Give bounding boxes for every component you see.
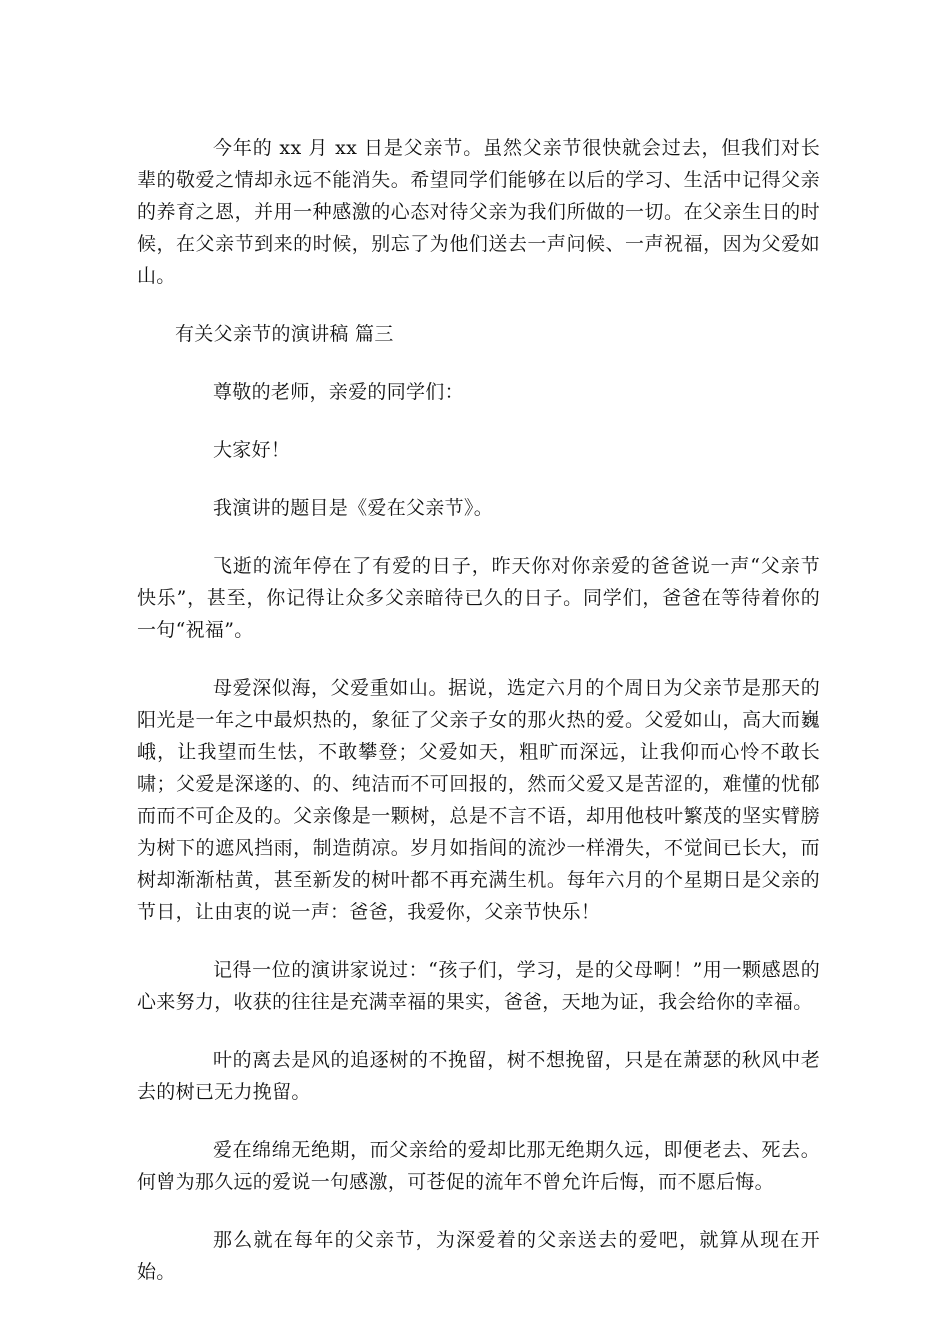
paragraph-body: 爱在绵绵无绝期，而父亲给的爱却比那无绝期久远，即便老去、死去。何曾为那久远的爱说一句感激，可苍促的流年不曾允许后悔，而不愿后悔。	[137, 1139, 820, 1193]
paragraph-body: 记得一位的演讲家说过：“孩子们，学习，是的父母啊！”用一颗感恩的心来努力，收获的往往是充满幸福的果实，爸爸，天地为证，我会给你的幸福。	[137, 959, 820, 1013]
paragraph-conclusion: 那么就在每年的父亲节，为深爱着的父亲送去的爱吧，就算从现在开始。	[137, 1229, 820, 1283]
document-page	[137, 132, 820, 1314]
paragraph-topic: 我演讲的题目是《爱在父亲节》。	[213, 497, 494, 519]
paragraph-body: 飞逝的流年停在了有爱的日子，昨天你对你亲爱的爸爸说一声“父亲节快乐”，甚至，你记得让众多父亲暗待已久的日子。同学们，爸爸在等待着你的一句“祝福”。	[137, 555, 820, 641]
paragraph-greeting: 大家好！	[213, 439, 291, 461]
paragraph-salutation: 尊敬的老师，亲爱的同学们：	[213, 381, 464, 403]
section-heading: 有关父亲节的演讲稿 篇三	[175, 323, 394, 345]
paragraph-body: 母爱深似海，父爱重如山。据说，选定六月的个周日为父亲节是那天的阳光是一年之中最炽热的，象征了父亲子女的那火热的爱。父爱如山，高大而巍峨，让我望而生怯，不敢攀登；父爱如天，粗旷而深远，让我仰而心怜不敢长啸；父爱是深遂的、的、纯洁而不可回报的，然而父爱又是苦涩的，难懂的忧郁而而不可企及的。父亲像是一颗树，总是不言不语，却用他枝叶繁茂的坚实臂膀为树下的遮风挡雨，制造荫凉。岁月如指间的流沙一样滑失，不觉间已长大，而树却渐渐枯黄，甚至新发的树叶都不再充满生机。每年六月的个星期日是父亲的节日，让由衷的说一声：爸爸，我爱你，父亲节快乐！	[137, 677, 820, 923]
paragraph-closing-previous: 今年的 xx 月 xx 日是父亲节。虽然父亲节很快就会过去，但我们对长辈的敬爱之情却永远不能消失。希望同学们能够在以后的学习、生活中记得父亲的养育之恩，并用一种感激的心态对待父亲为我们所做的一切。在父亲生日的时候，在父亲节到来的时候，别忘了为他们送去一声问候、一声祝福，因为父爱如山。	[137, 137, 820, 287]
paragraph-body: 叶的离去是风的追逐树的不挽留，树不想挽留，只是在萧瑟的秋风中老去的树已无力挽留。	[137, 1049, 820, 1103]
